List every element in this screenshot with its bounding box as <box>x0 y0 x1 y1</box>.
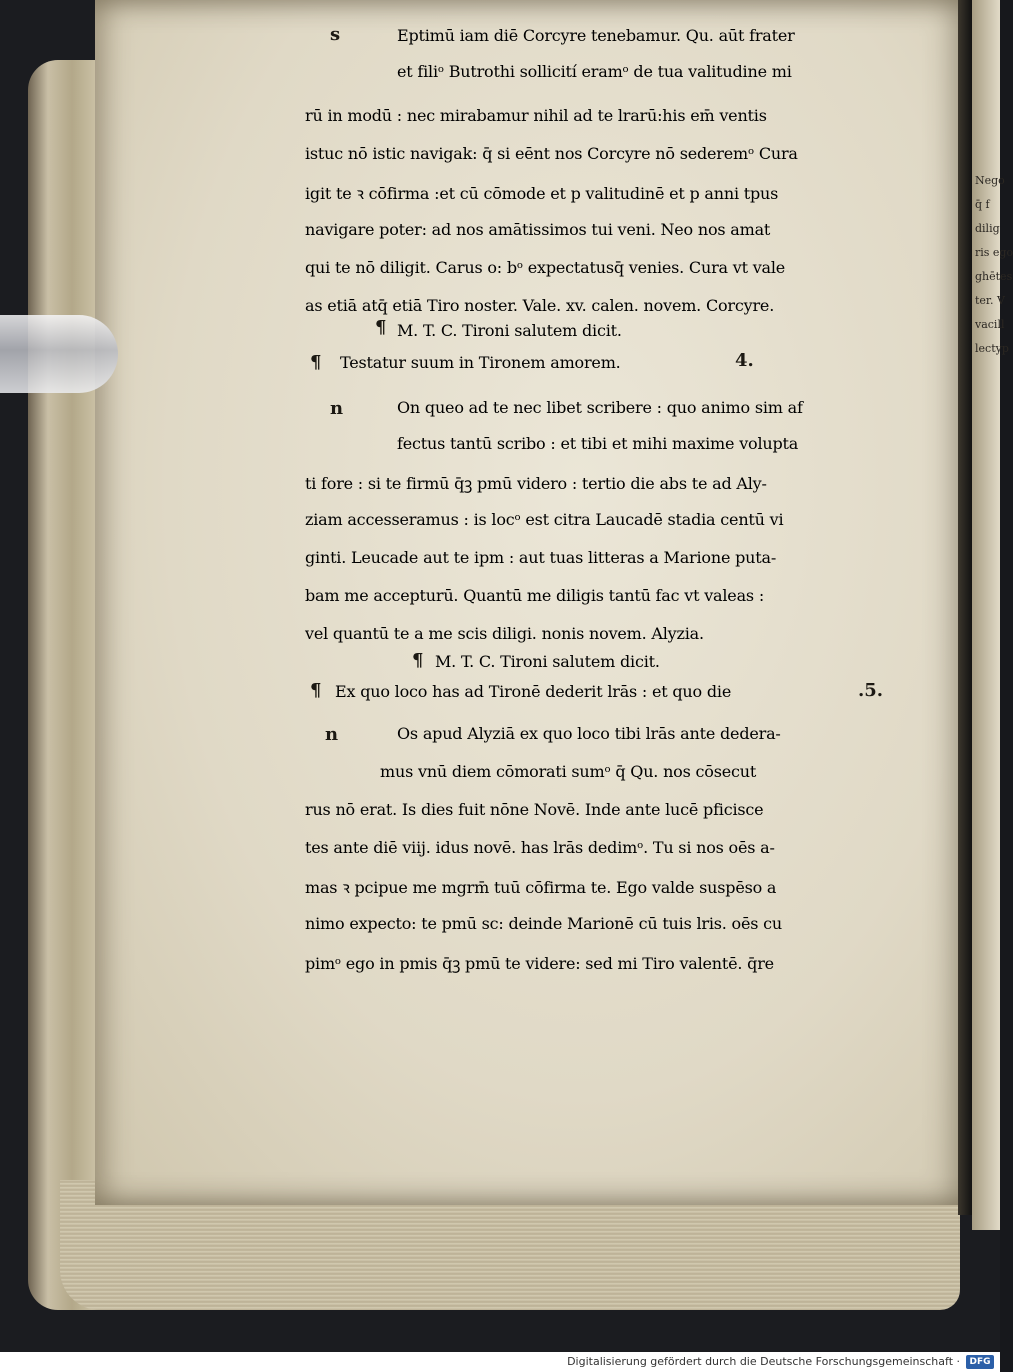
letter-number-4: 4. <box>735 350 754 371</box>
text-line: rū in modū : nec mirabamur nihil ad te lrarū:his em̄ ventis <box>305 106 767 125</box>
fragment: Nego <box>975 174 1005 187</box>
glass-bookmark <box>0 315 118 393</box>
fragment: lectyp <box>975 342 1009 355</box>
text-line: tes ante diē viij. idus novē. has lrās dedimᵒ. Tu si nos oēs a- <box>305 838 775 857</box>
fragment: ris ego <box>975 246 1013 259</box>
text-line: igit te ꝛ cōfirma :et cū cōmode et p valitudinē et p anni tpus <box>305 184 779 203</box>
text-line: et filiᵒ Butrothi sollicití eramᵒ de tua valitudine mi <box>397 62 792 81</box>
text-line: pimᵒ ego in pmis q̄ꝫ pmū te videre: sed mi Tiro valentē. q̄re <box>305 954 774 973</box>
pilcrow: ¶ <box>310 352 322 373</box>
letter-heading: M. T. C. Tironi salutem dicit. <box>397 321 622 340</box>
text-line: bam me accepturū. Quantū me diligis tantū fac vt valeas : <box>305 586 765 605</box>
pilcrow: ¶ <box>375 317 387 338</box>
text-line: ziam accesseramus : is locᵒ est citra Laucadē stadia centū vi <box>305 510 784 529</box>
pilcrow: ¶ <box>310 680 322 701</box>
letter-number-5: .5. <box>858 680 884 701</box>
text-line: mas ꝛ pcipue me mgrm̄ tuū cōfirma te. Ego valde suspēso a <box>305 878 777 897</box>
text-line: mus vnū diem cōmorati sumᵒ q̄ Qu. nos cōsecut <box>380 762 757 781</box>
text-line: qui te nō diligit. Carus o: bᵒ expectatusq̄ venies. Cura vt vale <box>305 258 786 277</box>
text-line: On queo ad te nec libet scribere : quo animo sim af <box>397 398 803 417</box>
text-line: navigare poter: ad nos amātissimos tui veni. Neo nos amat <box>305 220 771 239</box>
fragment: dilig <box>975 222 1000 235</box>
book-gutter <box>958 0 972 1215</box>
text-line: fectus tantū scribo : et tibi et mihi maxime volupta <box>397 434 799 453</box>
text-line: Eptimū iam diē Corcyre tenebamur. Qu. aūt frater <box>397 26 795 45</box>
footer-bar <box>0 1352 1000 1372</box>
text-line: ginti. Leucade aut te ipm : aut tuas litteras a Marione puta- <box>305 548 777 567</box>
fragment: ter. V <box>975 294 1005 307</box>
text-line: vel quantū te a me scis diligi. nonis novem. Alyzia. <box>305 624 704 643</box>
letter-heading: M. T. C. Tironi salutem dicit. <box>435 652 660 671</box>
text-line: nimo expecto: te pmū sc: deinde Marionē cū tuis lris. oēs cu <box>305 914 782 933</box>
fragment: vacill <box>975 318 1005 331</box>
text-line: rus nō erat. Is dies fuit nōne Novē. Inde ante lucē pficisce <box>305 800 764 819</box>
pilcrow: ¶ <box>412 650 424 671</box>
text-line: istuc nō istic navigak: q̄ si eēnt nos Corcyre nō sederemᵒ Cura <box>305 144 798 163</box>
text-line: Os apud Alyziā ex quo loco tibi lrās ante dedera- <box>397 724 781 743</box>
initial-guide-letter-n: n <box>330 398 344 419</box>
initial-guide-letter-n: n <box>325 724 339 745</box>
text-line: as etiā atq̄ etiā Tiro noster. Vale. xv. calen. novem. Corcyre. <box>305 296 775 315</box>
letter-summary: Testatur suum in Tironem amorem. <box>340 353 621 372</box>
initial-guide-letter-s: s <box>330 24 341 45</box>
text-line: ti fore : si te firmū q̄ꝫ pmū videro : tertio die abs te ad Aly- <box>305 474 767 493</box>
fragment: ghētes <box>975 270 1013 283</box>
dfg-credit: Digitalisierung gefördert durch die Deutsche Forschungsgemeinschaft · <box>567 1355 960 1368</box>
right-page-text-fragments <box>975 170 1013 362</box>
letter-summary: Ex quo loco has ad Tironē dederit lrās : et quo die <box>335 682 732 701</box>
dfg-logo: DFG <box>966 1355 994 1369</box>
fragment: q̄ f <box>975 198 990 211</box>
